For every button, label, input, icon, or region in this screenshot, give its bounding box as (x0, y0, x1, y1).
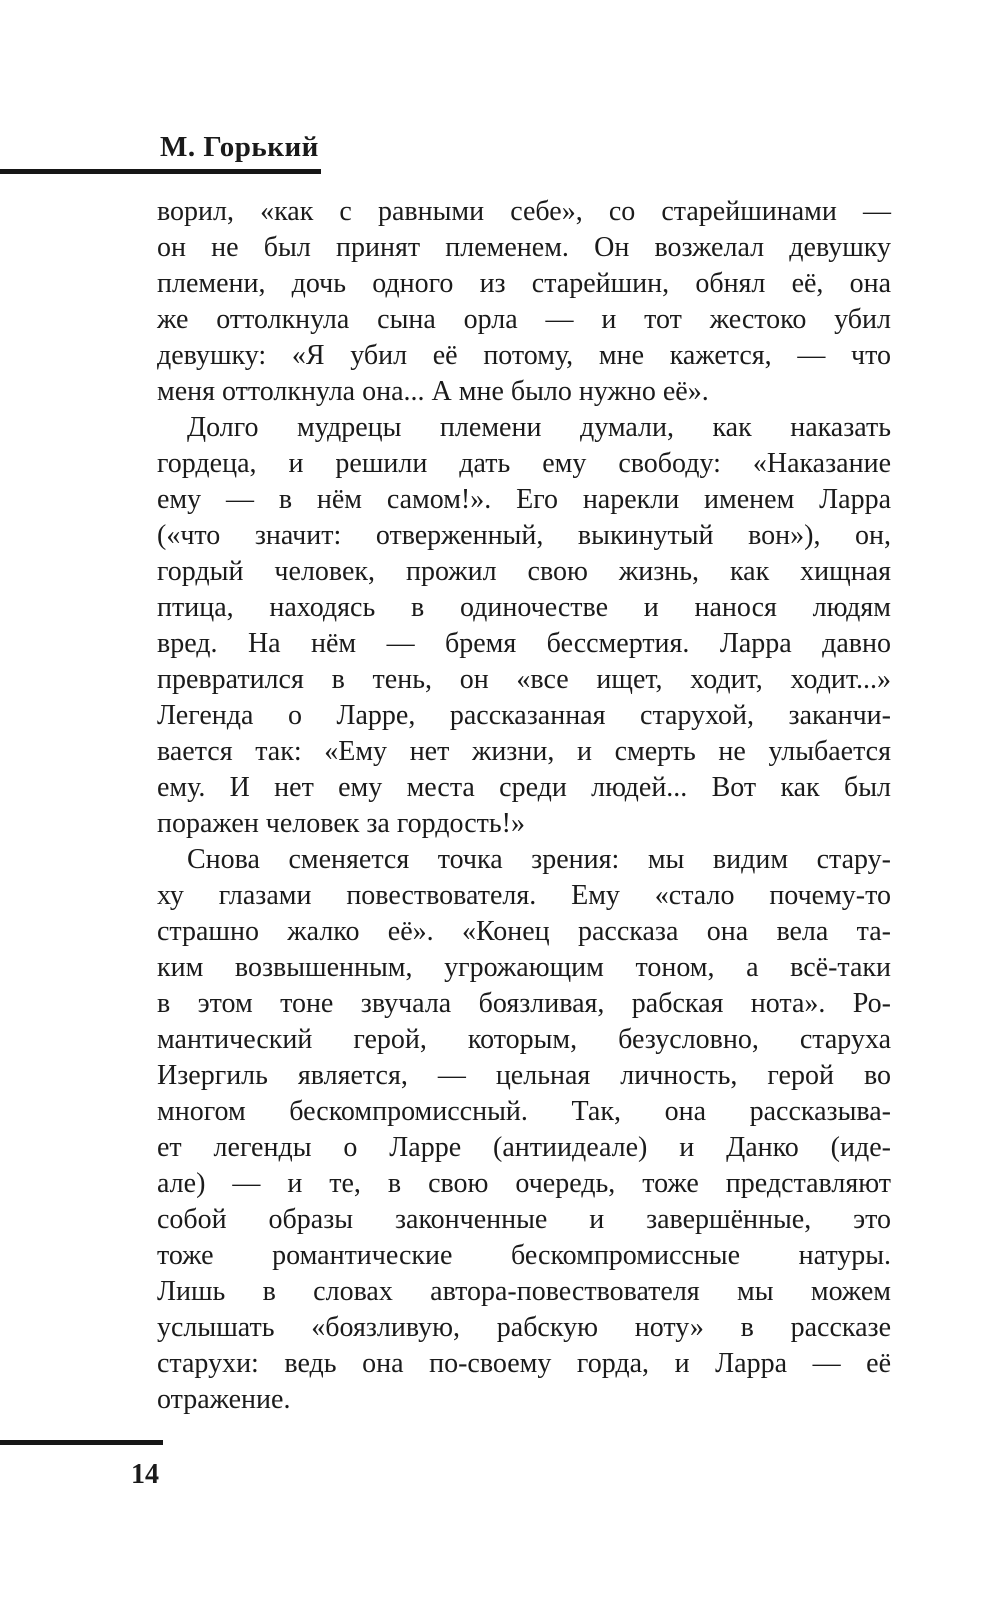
paragraph (157, 194, 891, 410)
text-line: Легенда о Ларре, рассказанная старухой, заканчи- (157, 700, 891, 731)
text-line: ему — в нём самом!». Его нарекли именем Ларра (157, 484, 891, 515)
text-line: Долго мудрецы племени думали, как наказать (187, 412, 891, 443)
page-number: 14 (131, 1459, 159, 1490)
text-line: тоже романтические бескомпромиссные натуры. (157, 1240, 891, 1271)
text-line: поражен человек за гордость!» (157, 808, 525, 839)
text-line: отражение. (157, 1384, 291, 1415)
text-line: же оттолкнула сына орла — и тот жестоко убил (157, 304, 891, 335)
text-line: услышать «боязливую, рабскую ноту» в рассказе (157, 1312, 891, 1343)
text-line: вред. На нём — бремя бессмертия. Ларра давно (157, 628, 891, 659)
text-line: ему. И нет ему места среди людей... Вот как был (157, 772, 891, 803)
paragraph (157, 842, 891, 1418)
text-line: ворил, «как с равными себе», со старейшинами — (157, 196, 891, 227)
text-line: собой образы законченные и завершённые, это (157, 1204, 891, 1235)
text-line: многом бескомпромиссный. Так, она рассказыва- (157, 1096, 891, 1127)
text-line: вается так: «Ему нет жизни, и смерть не улыбается (157, 736, 891, 767)
text-line: Снова сменяется точка зрения: мы видим стару- (187, 844, 891, 875)
text-line: ет легенды о Ларре (антиидеале) и Данко (иде- (157, 1132, 891, 1163)
body-text (157, 194, 891, 1418)
text-line: гордый человек, прожил свою жизнь, как хищная (157, 556, 891, 587)
text-line: превратился в тень, он «все ищет, ходит, ходит...» (157, 664, 891, 695)
text-line: ким возвышенным, угрожающим тоном, а всё-таки (157, 952, 891, 983)
text-line: он не был принят племенем. Он возжелал девушку (157, 232, 891, 263)
text-line: але) — и те, в свою очередь, тоже представляют (157, 1168, 891, 1199)
text-line: птица, находясь в одиночестве и нанося людям (157, 592, 891, 623)
footer-rule (0, 1440, 163, 1445)
text-line: мантический герой, которым, безусловно, старуха (157, 1024, 891, 1055)
text-line: ху глазами повествователя. Ему «стало почему-то (157, 880, 891, 911)
text-line: в этом тоне звучала боязливая, рабская нота». Ро- (157, 988, 891, 1019)
text-line: Лишь в словах автора-повествователя мы можем (157, 1276, 891, 1307)
text-line: гордеца, и решили дать ему свободу: «Наказание (157, 448, 891, 479)
paragraph (157, 410, 891, 842)
text-line: («что значит: отверженный, выкинутый вон»), он, (157, 520, 891, 551)
text-line: племени, дочь одного из старейшин, обнял её, она (157, 268, 891, 299)
text-line: девушку: «Я убил её потому, мне кажется, — что (157, 340, 891, 371)
header-rule (0, 169, 321, 174)
running-header-author: М. Горький (160, 131, 319, 163)
text-line: старухи: ведь она по-своему горда, и Ларра — её (157, 1348, 891, 1379)
text-line: страшно жалко её». «Конец рассказа она вела та- (157, 916, 891, 947)
text-line: меня оттолкнула она... А мне было нужно её». (157, 376, 709, 407)
text-line: Изергиль является, — цельная личность, герой во (157, 1060, 891, 1091)
